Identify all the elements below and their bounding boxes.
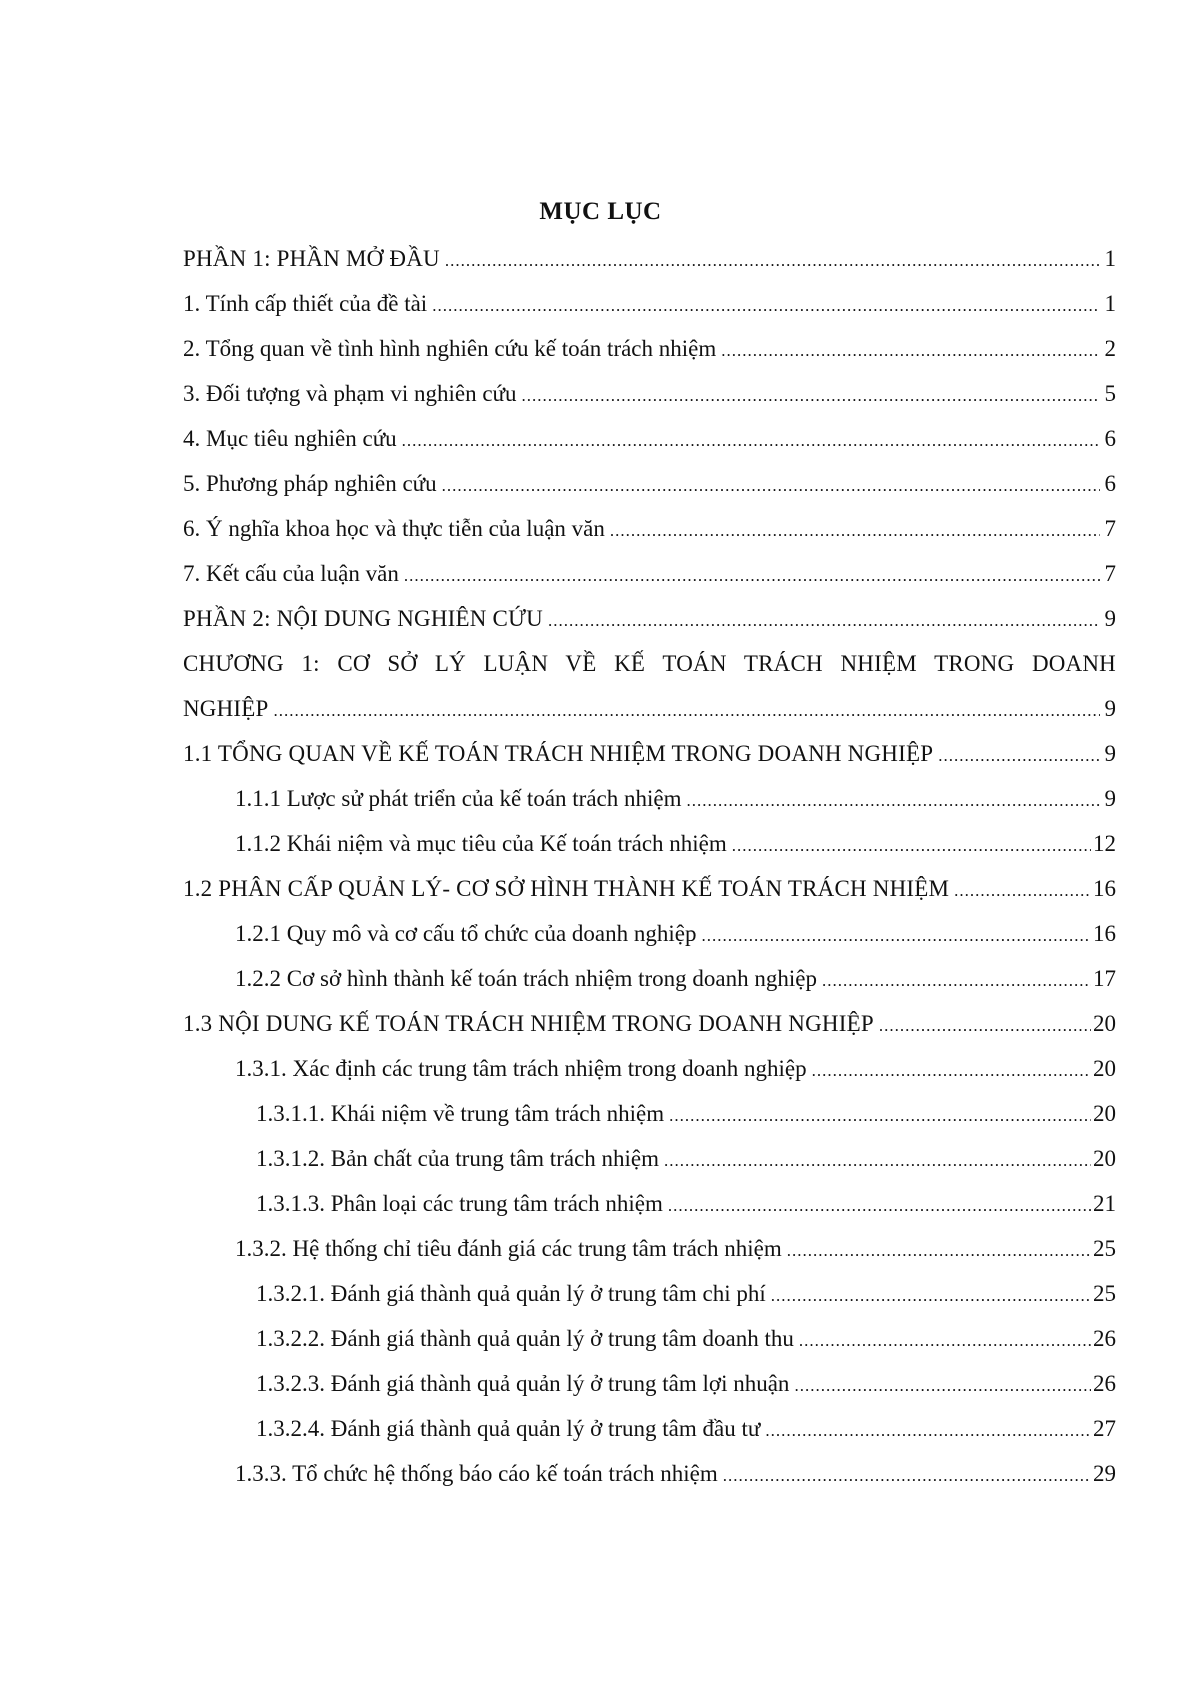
- toc-entry[interactable]: [183, 1001, 1116, 1046]
- toc-entry[interactable]: [183, 1136, 1116, 1181]
- dot-leader: [522, 373, 1101, 418]
- toc-entry[interactable]: [183, 866, 1116, 911]
- dot-leader: [402, 418, 1100, 463]
- toc-entry-label: 1.1 TỔNG QUAN VỀ KẾ TOÁN TRÁCH NHIỆM TRONG DOANH NGHIỆP: [183, 741, 934, 766]
- toc-entry-page: 9: [1104, 786, 1116, 811]
- toc-entry[interactable]: [183, 1181, 1116, 1226]
- table-of-contents: [183, 236, 1116, 1496]
- toc-entry[interactable]: [183, 236, 1116, 281]
- toc-entry[interactable]: [183, 326, 1116, 371]
- dot-leader: [721, 328, 1100, 373]
- toc-entry-label: 1.3.1.1. Khái niệm về trung tâm trách nhiệm: [256, 1101, 665, 1126]
- toc-entry-page: 20: [1093, 1146, 1116, 1171]
- dot-leader: [799, 1318, 1091, 1363]
- toc-entry-page: 21: [1093, 1191, 1116, 1216]
- toc-entry[interactable]: [183, 461, 1116, 506]
- dot-leader: [954, 868, 1091, 913]
- toc-entry-label: 1.3.3. Tổ chức hệ thống báo cáo kế toán trách nhiệm: [235, 1461, 718, 1486]
- toc-entry-label: 6. Ý nghĩa khoa học và thực tiễn của luận văn: [183, 516, 605, 541]
- toc-entry-page: 25: [1093, 1236, 1116, 1261]
- toc-entry-label: 1.3.1. Xác định các trung tâm trách nhiệm trong doanh nghiệp: [235, 1056, 807, 1081]
- dot-leader: [668, 1183, 1091, 1228]
- toc-entry-label: 1.1.1 Lược sử phát triển của kế toán trách nhiệm: [235, 786, 682, 811]
- toc-entry-page: 7: [1104, 561, 1116, 586]
- toc-entry-label: 1.1.2 Khái niệm và mục tiêu của Kế toán trách nhiệm: [235, 831, 727, 856]
- toc-entry[interactable]: [183, 821, 1116, 866]
- toc-entry[interactable]: [183, 1091, 1116, 1136]
- toc-entry-label: 1.2.1 Quy mô và cơ cấu tổ chức của doanh nghiệp: [235, 921, 697, 946]
- toc-entry-page: 20: [1093, 1011, 1116, 1036]
- toc-entry-label: 5. Phương pháp nghiên cứu: [183, 471, 437, 496]
- toc-entry-label: PHẦN 1: PHẦN MỞ ĐẦU: [183, 246, 440, 271]
- toc-entry-label: 4. Mục tiêu nghiên cứu: [183, 426, 397, 451]
- toc-entry[interactable]: [183, 1226, 1116, 1271]
- toc-entry-page: 16: [1093, 876, 1116, 901]
- dot-leader: [938, 733, 1100, 778]
- dot-leader: [686, 778, 1100, 823]
- dot-leader: [771, 1273, 1091, 1318]
- dot-leader: [879, 1003, 1091, 1048]
- toc-entry-label: 1.3.2. Hệ thống chỉ tiêu đánh giá các trung tâm trách nhiệm: [235, 1236, 782, 1261]
- toc-entry[interactable]: [183, 731, 1116, 776]
- dot-leader: [432, 283, 1100, 328]
- page-title: MỤC LỤC: [539, 198, 662, 225]
- toc-entry-page: 20: [1093, 1056, 1116, 1081]
- dot-leader: [610, 508, 1100, 553]
- dot-leader: [812, 1048, 1091, 1093]
- toc-entry[interactable]: [183, 1406, 1116, 1451]
- toc-entry-page: 2: [1104, 336, 1116, 361]
- dot-leader: [787, 1228, 1091, 1273]
- toc-entry[interactable]: [183, 1271, 1116, 1316]
- toc-entry-page: 26: [1093, 1371, 1116, 1396]
- toc-entry-page: 26: [1093, 1326, 1116, 1351]
- dot-leader: [404, 553, 1100, 598]
- toc-entry-page: 6: [1104, 426, 1116, 451]
- toc-entry-page: 12: [1093, 831, 1116, 856]
- toc-entry-label: 1.3.2.1. Đánh giá thành quả quản lý ở trung tâm chi phí: [256, 1281, 766, 1306]
- toc-entry-label: 1.3.2.3. Đánh giá thành quả quản lý ở trung tâm lợi nhuận: [256, 1371, 790, 1396]
- toc-entry-label: CHƯƠNG 1: CƠ SỞ LÝ LUẬN VỀ KẾ TOÁN TRÁCH NHIỆM TRONG DOANH: [183, 651, 1116, 676]
- toc-entry[interactable]: [183, 551, 1116, 596]
- toc-entry[interactable]: [183, 596, 1116, 641]
- toc-entry[interactable]: [183, 1316, 1116, 1361]
- toc-entry-label: 1.3.1.2. Bản chất của trung tâm trách nhiệm: [256, 1146, 660, 1171]
- toc-entry-page: 16: [1093, 921, 1116, 946]
- dot-leader: [702, 913, 1092, 958]
- toc-entry-label: 3. Đối tượng và phạm vi nghiên cứu: [183, 381, 517, 406]
- toc-entry-chapter-continuation[interactable]: [183, 686, 1116, 731]
- toc-entry[interactable]: [183, 776, 1116, 821]
- toc-entry-page: 17: [1093, 966, 1116, 991]
- toc-entry[interactable]: [183, 911, 1116, 956]
- toc-entry[interactable]: [183, 1451, 1116, 1496]
- toc-entry-label: 1. Tính cấp thiết của đề tài: [183, 291, 428, 316]
- dot-leader: [274, 688, 1100, 733]
- dot-leader: [442, 463, 1100, 508]
- toc-entry[interactable]: [183, 506, 1116, 551]
- toc-entry[interactable]: [183, 281, 1116, 326]
- toc-entry-page: 9: [1104, 606, 1116, 631]
- dot-leader: [822, 958, 1091, 1003]
- toc-entry-page: 9: [1104, 741, 1116, 766]
- toc-entry-page: 1: [1104, 291, 1116, 316]
- dot-leader: [548, 598, 1100, 643]
- toc-entry-page: 29: [1093, 1461, 1116, 1486]
- toc-entry-page: 25: [1093, 1281, 1116, 1306]
- toc-entry-label: 1.3.2.2. Đánh giá thành quả quản lý ở trung tâm doanh thu: [256, 1326, 794, 1351]
- toc-entry-label: 1.3.2.4. Đánh giá thành quả quản lý ở trung tâm đầu tư: [256, 1416, 761, 1441]
- toc-entry[interactable]: [183, 416, 1116, 461]
- toc-entry-label: 1.3 NỘI DUNG KẾ TOÁN TRÁCH NHIỆM TRONG DOANH NGHIỆP: [183, 1011, 874, 1036]
- toc-entry-page: 27: [1093, 1416, 1116, 1441]
- toc-entry-chapter-title[interactable]: [183, 641, 1116, 686]
- toc-entry-page: 9: [1104, 696, 1116, 721]
- toc-entry[interactable]: [183, 1046, 1116, 1091]
- toc-entry[interactable]: [183, 1361, 1116, 1406]
- toc-entry-label: PHẦN 2: NỘI DUNG NGHIÊN CỨU: [183, 606, 543, 631]
- toc-entry-page: 5: [1104, 381, 1116, 406]
- toc-entry-label: 2. Tổng quan về tình hình nghiên cứu kế toán trách nhiệm: [183, 336, 717, 361]
- toc-entry-label: 1.2.2 Cơ sở hình thành kế toán trách nhiệm trong doanh nghiệp: [235, 966, 817, 991]
- toc-entry-label: 7. Kết cấu của luận văn: [183, 561, 399, 586]
- toc-entry-page: 1: [1104, 246, 1116, 271]
- dot-leader: [765, 1408, 1091, 1453]
- toc-entry[interactable]: [183, 956, 1116, 1001]
- dot-leader: [664, 1138, 1091, 1183]
- toc-entry[interactable]: [183, 371, 1116, 416]
- dot-leader: [445, 238, 1100, 283]
- toc-entry-label: 1.3.1.3. Phân loại các trung tâm trách nhiệm: [256, 1191, 663, 1216]
- dot-leader: [794, 1363, 1091, 1408]
- toc-entry-label: 1.2 PHÂN CẤP QUẢN LÝ- CƠ SỞ HÌNH THÀNH KẾ TOÁN TRÁCH NHIỆM: [183, 876, 950, 901]
- dot-leader: [732, 823, 1091, 868]
- dot-leader: [669, 1093, 1091, 1138]
- toc-entry-label: NGHIỆP: [183, 696, 269, 721]
- toc-entry-page: 7: [1104, 516, 1116, 541]
- toc-entry-page: 6: [1104, 471, 1116, 496]
- toc-entry-page: 20: [1093, 1101, 1116, 1126]
- dot-leader: [723, 1453, 1091, 1498]
